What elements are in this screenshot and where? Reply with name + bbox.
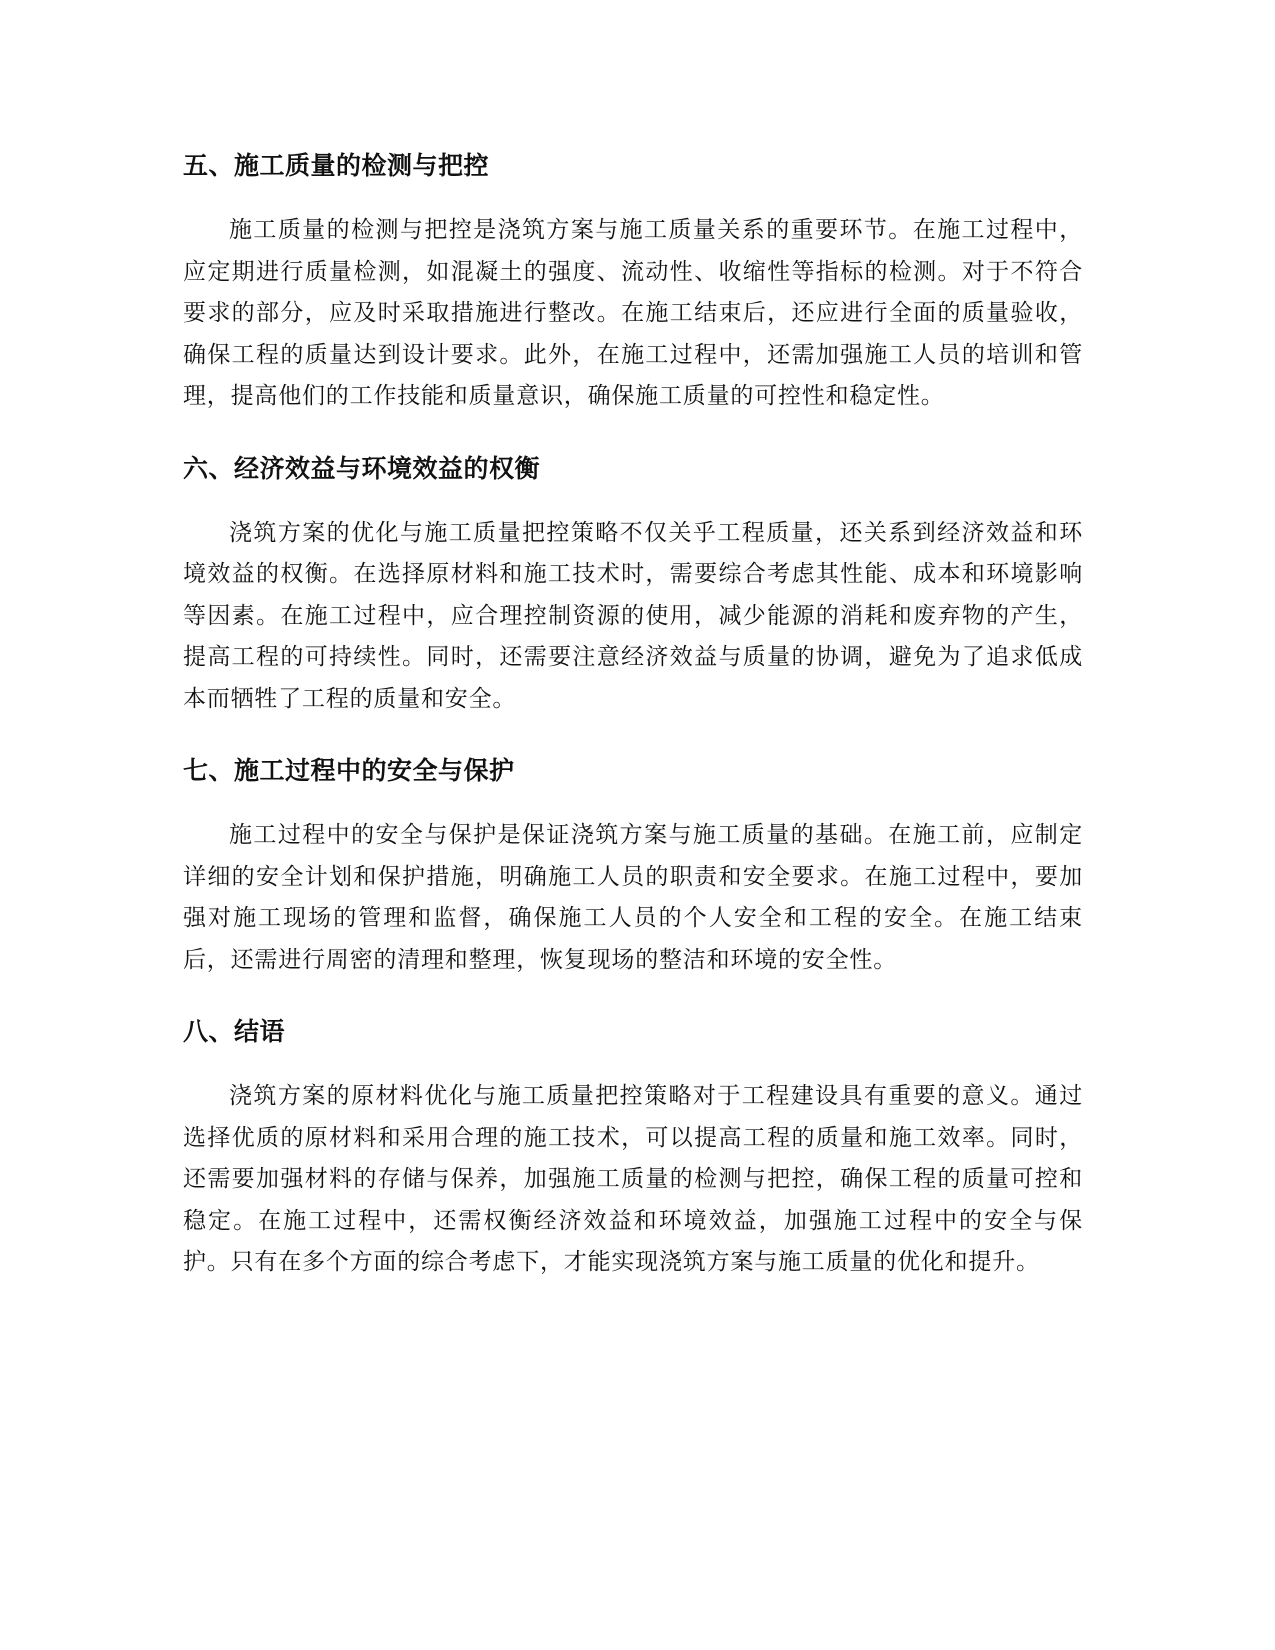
section-heading-6: 六、经济效益与环境效益的权衡	[183, 453, 541, 483]
section-body-6: 浇筑方案的优化与施工质量把控策略不仅关乎工程质量，还关系到经济效益和环境效益的权衡。在选择原材料和施工技术时，需要综合考虑其性能、成本和环境影响等因素。在施工过程中，应合理控制资源的使用，减少能源的消耗和废弃物的产生，提高工程的可持续性。同时，还需要注意经济效益与质量的协调，避免为了追求低成本而牺牲了工程的质量和安全。	[183, 519, 1083, 712]
section-heading-5: 五、施工质量的检测与把控	[183, 151, 490, 180]
section-heading-7: 七、施工过程中的安全与保护	[183, 756, 515, 785]
section-body-7: 施工过程中的安全与保护是保证浇筑方案与施工质量的基础。在施工前，应制定详细的安全计划和保护措施，明确施工人员的职责和安全要求。在施工过程中，要加强对施工现场的管理和监督，确保施工人员的个人安全和工程的安全。在施工结束后，还需进行周密的清理和整理，恢复现场的整洁和环境的安全性。	[183, 822, 1083, 973]
section-body-5: 施工质量的检测与把控是浇筑方案与施工质量关系的重要环节。在施工过程中，应定期进行质量检测，如混凝土的强度、流动性、收缩性等指标的检测。对于不符合要求的部分，应及时采取措施进行整改。在施工结束后，还应进行全面的质量验收，确保工程的质量达到设计要求。此外，在施工过程中，还需加强施工人员的培训和管理，提高他们的工作技能和质量意识，确保施工质量的可控性和稳定性。	[183, 217, 1083, 409]
document-content	[183, 148, 1083, 1317]
section-heading-8: 八、结语	[183, 1017, 286, 1046]
section-body-8: 浇筑方案的原材料优化与施工质量把控策略对于工程建设具有重要的意义。通过选择优质的原材料和采用合理的施工技术，可以提高工程的质量和施工效率。同时，还需要加强材料的存储与保养，加强施工质量的检测与把控，确保工程的质量可控和稳定。在施工过程中，还需权衡经济效益和环境效益，加强施工过程中的安全与保护。只有在多个方面的综合考虑下，才能实现浇筑方案与施工质量的优化和提升。	[183, 1083, 1083, 1275]
